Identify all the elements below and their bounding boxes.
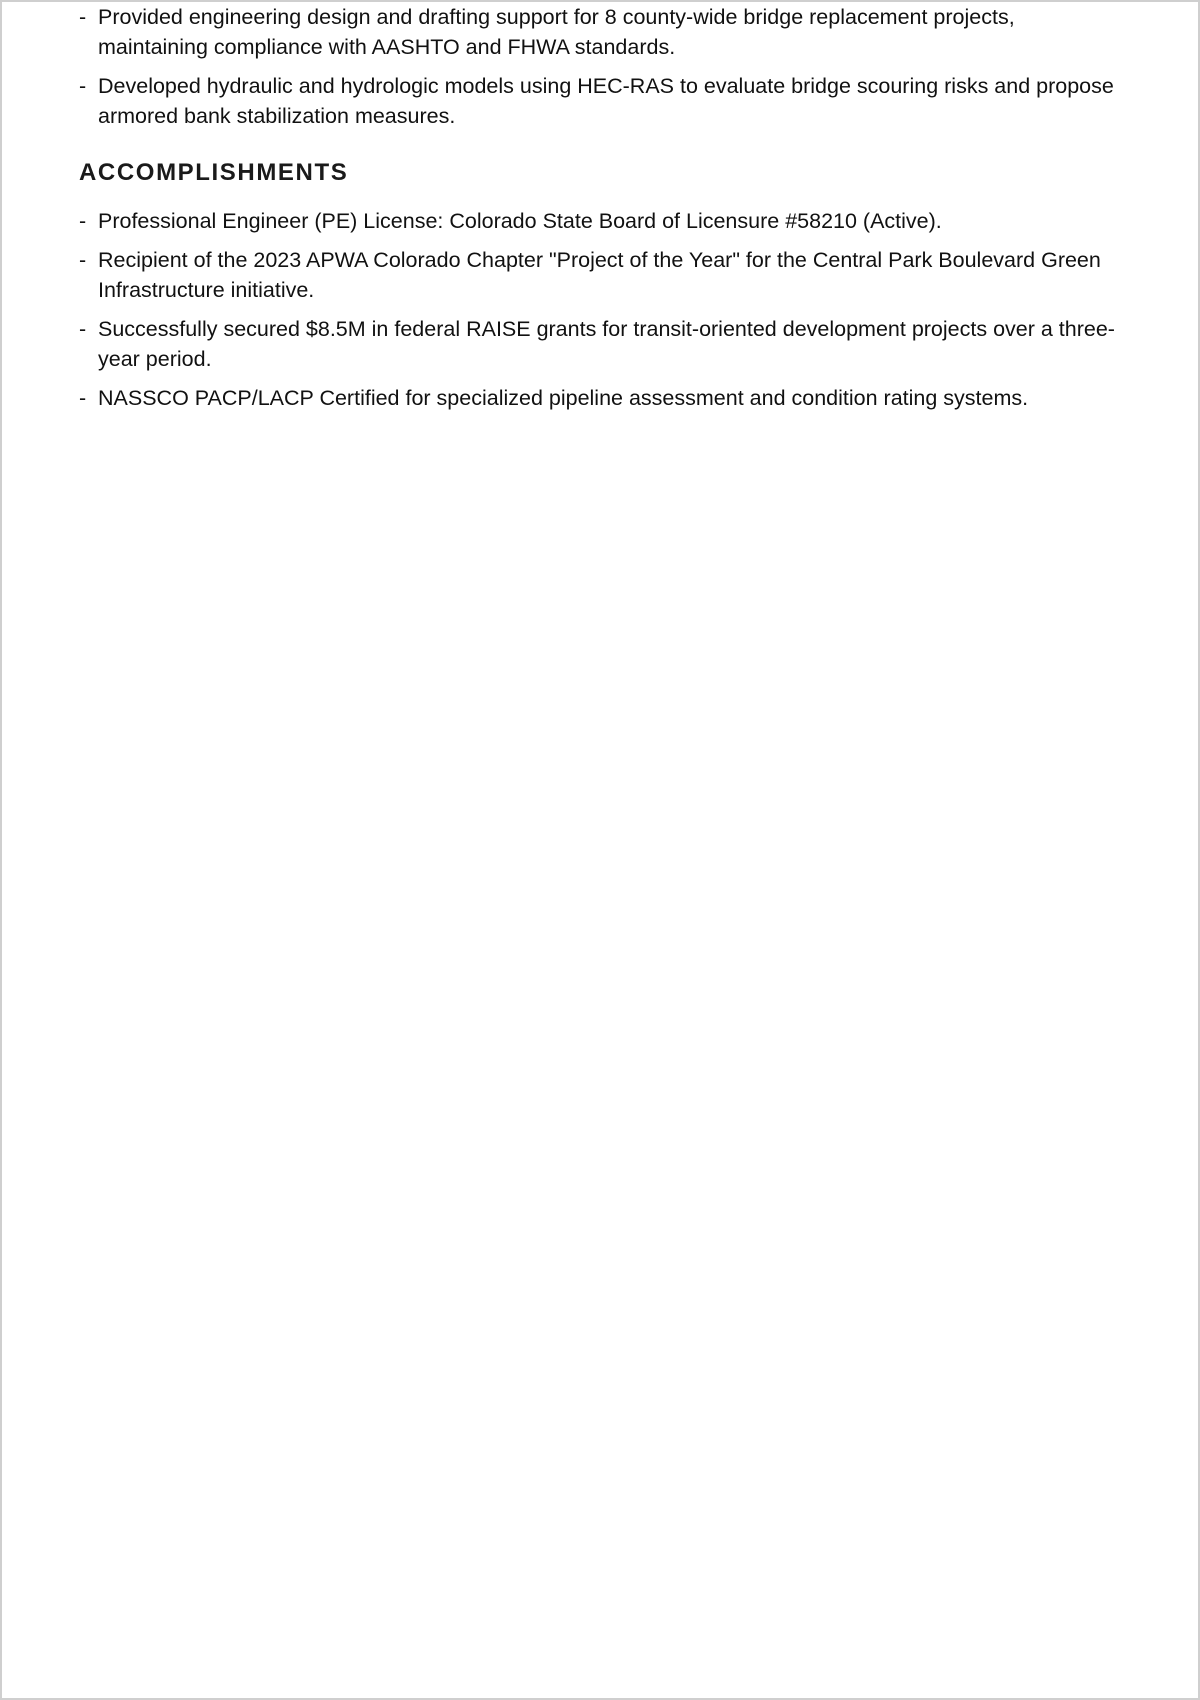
bullet-text: Provided engineering design and drafting support for 8 county-wide bridge replacement projects, maintaining compliance with AASHTO and FHWA standards. (98, 5, 1015, 59)
bullet-dash: - (79, 209, 87, 233)
accomplishment-bullet (79, 245, 1129, 305)
accomplishments-bullet-list (79, 206, 1129, 413)
resume-content (79, 2, 1129, 422)
accomplishment-bullet (79, 383, 1129, 413)
bullet-dash: - (79, 317, 87, 341)
bullet-dash: - (79, 248, 87, 272)
bullet-dash: - (79, 74, 87, 98)
bullet-text: Recipient of the 2023 APWA Colorado Chapter "Project of the Year" for the Central Park Boulevard Green Infrastructure initiative. (98, 248, 1101, 302)
accomplishment-bullet (79, 206, 1129, 236)
accomplishments-heading: ACCOMPLISHMENTS (79, 159, 349, 186)
experience-bullet (79, 2, 1129, 62)
bullet-text: Professional Engineer (PE) License: Colorado State Board of Licensure #58210 (Active). (98, 209, 942, 233)
bullet-text: Developed hydraulic and hydrologic models using HEC-RAS to evaluate bridge scouring risks and propose armored bank stabilization measures. (98, 74, 1114, 128)
experience-bullet (79, 71, 1129, 131)
bullet-text: Successfully secured $8.5M in federal RAISE grants for transit-oriented development projects over a three-year period. (98, 317, 1115, 371)
bullet-dash: - (79, 386, 87, 410)
experience-bullet-list (79, 2, 1129, 131)
accomplishment-bullet (79, 314, 1129, 374)
bullet-text: NASSCO PACP/LACP Certified for specialized pipeline assessment and condition rating systems. (98, 386, 1029, 410)
bullet-dash: - (79, 5, 87, 29)
